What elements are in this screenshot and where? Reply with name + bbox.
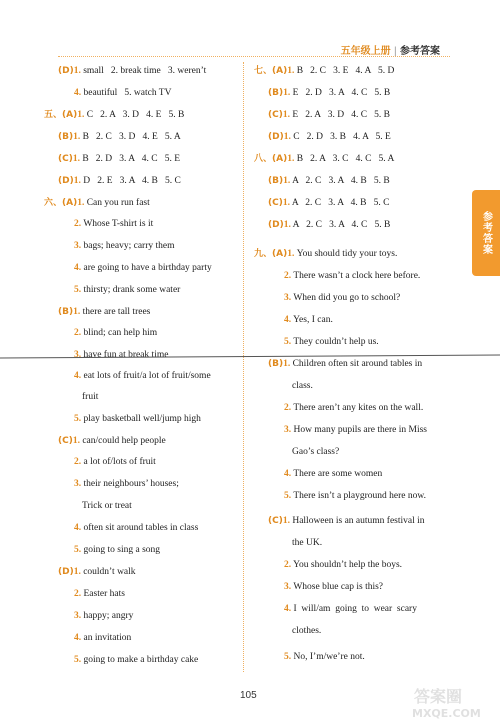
answer-line <box>284 559 402 571</box>
section-label: (D) <box>268 132 284 142</box>
question-number: 4. <box>74 633 82 643</box>
answer-line <box>74 456 156 468</box>
question-number: 2. <box>284 560 292 570</box>
question-number: 3. <box>284 425 292 435</box>
header-rule <box>58 56 450 57</box>
answer-text: clothes. <box>292 626 322 636</box>
answer-line <box>58 131 181 143</box>
question-number: 1. <box>73 567 81 577</box>
question-number: 1. <box>283 88 291 98</box>
answer-line <box>284 314 333 326</box>
answer-line <box>254 153 394 165</box>
answer-line <box>74 240 175 252</box>
answer-line <box>74 327 157 339</box>
question-number: 1. <box>77 198 85 208</box>
answer-text: Easter hats <box>81 589 125 599</box>
answer-text: Can you run fast <box>84 198 150 208</box>
answer-text: A 2. C 3. A 4. C 5. B <box>290 220 391 230</box>
answer-text: C 2. D 3. B 4. A 5. E <box>290 132 391 142</box>
answer-text: the UK. <box>292 538 323 548</box>
answer-line <box>58 175 181 187</box>
section-label: (C) <box>268 110 283 120</box>
answer-text: happy; angry <box>81 611 134 621</box>
answer-line <box>74 284 180 296</box>
answer-text: bags; heavy; carry them <box>81 241 175 251</box>
answer-line <box>284 270 420 282</box>
question-number: 1. <box>282 110 290 120</box>
question-number: 5. <box>74 414 82 424</box>
answer-text: I will/am going to wear scary <box>291 604 417 614</box>
answer-text: C 2. A 3. D 4. E 5. B <box>84 110 185 120</box>
answer-text: Trick or treat <box>82 501 132 511</box>
answer-text: can/could help people <box>79 436 166 446</box>
question-number: 2. <box>74 589 82 599</box>
answer-text: There are some women <box>291 469 383 479</box>
question-number: 1. <box>283 176 291 186</box>
page-number: 105 <box>240 690 257 701</box>
answer-line <box>284 402 423 414</box>
answer-line <box>74 654 198 666</box>
question-number: 1. <box>72 436 80 446</box>
question-number: 4. <box>74 88 82 98</box>
answer-text: beautiful 5. watch TV <box>81 88 172 98</box>
answer-line <box>284 424 427 436</box>
answer-line <box>74 522 198 534</box>
grade-label: 五年级上册 <box>340 46 391 57</box>
question-number: 1. <box>73 176 81 186</box>
side-tab <box>472 190 500 276</box>
question-number: 1. <box>73 132 81 142</box>
answer-text: have fun at break time <box>81 350 169 360</box>
answer-text: B 2. A 3. C 4. C 5. A <box>294 154 395 164</box>
answer-line <box>284 581 383 593</box>
answer-text: an invitation <box>81 633 132 643</box>
question-number: 5. <box>284 491 292 501</box>
section-label: 七、(A) <box>254 66 288 76</box>
answer-text: there are tall trees <box>80 307 151 317</box>
answer-line <box>58 306 150 318</box>
answer-text: thirsty; drank some water <box>81 285 181 295</box>
answer-text: There isn’t a playground here now. <box>291 491 427 501</box>
answer-line <box>44 197 150 209</box>
answer-line <box>268 175 390 187</box>
section-label: (D) <box>58 567 74 577</box>
section-label: 八、(A) <box>254 154 288 164</box>
answer-text: There wasn’t a clock here before. <box>291 271 421 281</box>
answer-text: couldn’t walk <box>80 567 136 577</box>
section-label: 九、(A) <box>254 249 288 259</box>
watermark-en: MXQE.COM <box>412 707 481 720</box>
section-label: (B) <box>58 132 74 142</box>
answer-line <box>292 446 339 458</box>
question-number: 1. <box>287 154 295 164</box>
answer-text: No, I’m/we’re not. <box>291 652 365 662</box>
answer-text: B 2. D 3. A 4. C 5. E <box>79 154 180 164</box>
answer-text: Gao’s class? <box>292 447 340 457</box>
answer-text: their neighbours’ houses; <box>81 479 179 489</box>
question-number: 3. <box>74 479 82 489</box>
answer-line <box>292 537 322 549</box>
question-number: 4. <box>284 315 292 325</box>
answer-text: blind; can help him <box>81 328 158 338</box>
question-number: 1. <box>77 110 85 120</box>
header-separator: | <box>393 46 397 57</box>
answer-line <box>58 435 166 447</box>
section-label: (D) <box>58 176 74 186</box>
answer-text: You should tidy your toys. <box>294 249 398 259</box>
answer-line <box>74 370 211 382</box>
answer-text: When did you go to school? <box>291 293 401 303</box>
watermark-cn: 答案圈 <box>414 687 463 706</box>
answer-text: E 2. A 3. D 4. C 5. B <box>289 110 390 120</box>
answer-key-title: 参考答案 <box>400 46 440 57</box>
answer-line <box>284 651 365 663</box>
answer-line <box>284 468 382 480</box>
answer-text: You shouldn’t help the boys. <box>291 560 403 570</box>
question-number: 1. <box>283 132 291 142</box>
answer-line <box>268 358 422 370</box>
question-number: 3. <box>284 582 292 592</box>
question-number: 1. <box>283 220 291 230</box>
page-header <box>341 42 440 57</box>
answer-text: a lot of/lots of fruit <box>81 457 156 467</box>
answer-line <box>268 219 390 231</box>
answer-text: eat lots of fruit/a lot of fruit/some <box>81 371 211 381</box>
question-number: 4. <box>74 263 82 273</box>
answer-line <box>268 109 390 121</box>
answer-line <box>58 153 180 165</box>
answer-text: small 2. break time 3. weren’t <box>80 66 207 76</box>
section-label: 五、(A) <box>44 110 78 120</box>
question-number: 5. <box>74 655 82 665</box>
answer-line <box>74 262 212 274</box>
question-number: 4. <box>284 604 292 614</box>
answer-text: E 2. D 3. A 4. C 5. B <box>290 88 391 98</box>
section-label: (B) <box>268 359 284 369</box>
section-label: (D) <box>58 66 74 76</box>
answer-line <box>44 109 184 121</box>
answer-text: Whose T-shirt is it <box>81 219 154 229</box>
question-number: 1. <box>283 359 291 369</box>
section-label: (D) <box>268 220 284 230</box>
answer-line <box>254 65 394 77</box>
answer-line <box>292 625 321 637</box>
answer-line <box>284 336 379 348</box>
section-label: (B) <box>268 176 284 186</box>
question-number: 1. <box>287 66 295 76</box>
answer-line <box>254 248 397 260</box>
answer-line <box>74 413 201 425</box>
section-label: (C) <box>268 516 283 526</box>
question-number: 2. <box>284 403 292 413</box>
question-number: 2. <box>74 219 82 229</box>
answer-text: often sit around tables in class <box>81 523 199 533</box>
answer-line <box>82 391 98 403</box>
answer-line <box>74 544 160 556</box>
answer-line <box>74 478 179 490</box>
question-number: 5. <box>74 285 82 295</box>
question-number: 3. <box>74 350 82 360</box>
answer-text: Whose blue cap is this? <box>291 582 384 592</box>
question-number: 2. <box>74 457 82 467</box>
question-number: 1. <box>282 516 290 526</box>
answer-text: fruit <box>82 392 99 402</box>
answer-text: How many pupils are there in Miss <box>291 425 428 435</box>
question-number: 3. <box>74 241 82 251</box>
question-number: 5. <box>284 337 292 347</box>
answer-text: going to sing a song <box>81 545 161 555</box>
answer-text: Halloween is an autumn festival in <box>289 516 425 526</box>
section-label: (B) <box>58 307 74 317</box>
question-number: 2. <box>284 271 292 281</box>
answer-line <box>268 515 425 527</box>
section-label: (C) <box>58 436 73 446</box>
answer-line <box>268 131 391 143</box>
question-number: 4. <box>284 469 292 479</box>
answer-line <box>58 65 206 77</box>
answer-line <box>74 87 171 99</box>
question-number: 1. <box>73 66 81 76</box>
answer-line <box>58 566 136 578</box>
question-number: 1. <box>73 307 81 317</box>
question-number: 4. <box>74 523 82 533</box>
answer-text: Yes, I can. <box>291 315 333 325</box>
watermark-logo <box>406 682 496 722</box>
question-number: 4. <box>74 371 82 381</box>
answer-text: B 2. C 3. E 4. A 5. D <box>294 66 395 76</box>
section-label: (B) <box>268 88 284 98</box>
section-label: (C) <box>58 154 73 164</box>
answer-text: A 2. C 3. A 4. B 5. C <box>289 198 390 208</box>
answer-line <box>292 380 313 392</box>
answer-line <box>74 610 133 622</box>
answer-line <box>268 197 389 209</box>
question-number: 1. <box>287 249 295 259</box>
column-divider <box>243 62 244 672</box>
answer-text: There aren’t any kites on the wall. <box>291 403 424 413</box>
answer-text: Children often sit around tables in <box>290 359 423 369</box>
question-number: 2. <box>74 328 82 338</box>
question-number: 3. <box>74 611 82 621</box>
answer-line <box>284 603 417 615</box>
question-number: 1. <box>72 154 80 164</box>
answer-line <box>82 500 132 512</box>
question-number: 3. <box>284 293 292 303</box>
answer-text: going to make a birthday cake <box>81 655 199 665</box>
section-label: (C) <box>268 198 283 208</box>
answer-text: A 2. C 3. A 4. B 5. B <box>290 176 390 186</box>
answer-line <box>268 87 390 99</box>
question-number: 5. <box>74 545 82 555</box>
answer-text: D 2. E 3. A 4. B 5. C <box>80 176 181 186</box>
answer-text: play basketball well/jump high <box>81 414 201 424</box>
answer-line <box>284 292 400 304</box>
answer-text: B 2. C 3. D 4. E 5. A <box>80 132 181 142</box>
section-label: 六、(A) <box>44 198 78 208</box>
side-tab-label: 参考答案 <box>480 211 492 255</box>
answer-line <box>74 218 153 230</box>
answer-text: are going to have a birthday party <box>81 263 212 273</box>
answer-line <box>74 588 125 600</box>
answer-text: They couldn’t help us. <box>291 337 379 347</box>
answer-text: class. <box>292 381 313 391</box>
answer-line <box>284 490 426 502</box>
question-number: 5. <box>284 652 292 662</box>
answer-line <box>74 349 168 361</box>
question-number: 1. <box>282 198 290 208</box>
answer-line <box>74 632 131 644</box>
